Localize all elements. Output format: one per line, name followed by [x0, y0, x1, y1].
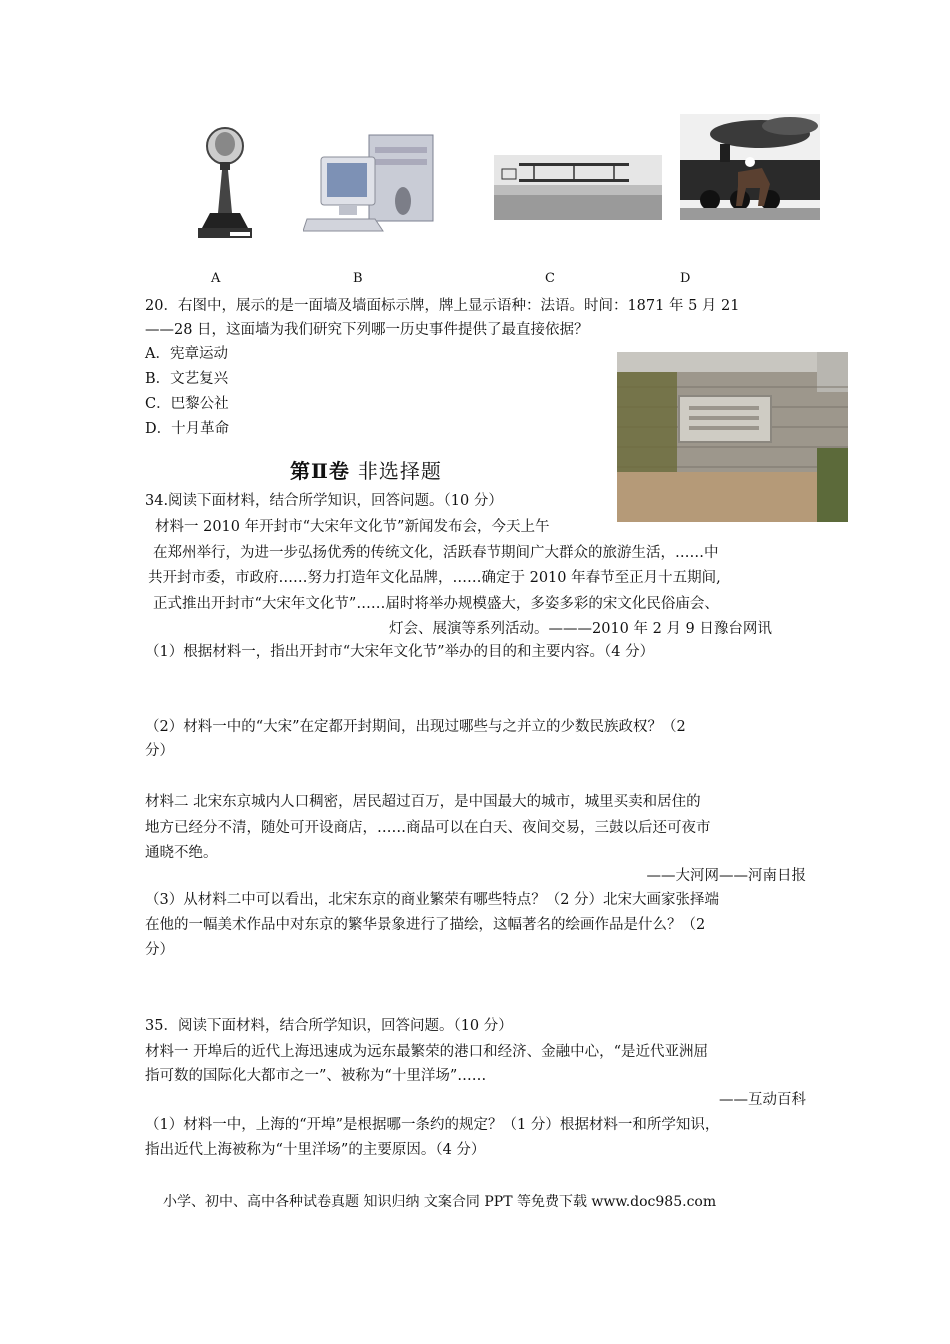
wall-photo: [617, 352, 848, 522]
q34-sub3-line1: （3）从材料二中可以看出，北宋东京的商业繁荣有哪些特点？（2 分）北宋大画家张择端: [145, 892, 720, 908]
q34-sub2-line1: （2）材料一中的“大宋”在定都开封期间，出现过哪些与之并立的少数民族政权？（2: [145, 719, 686, 735]
q34-material2-source: ——大河网——河南日报: [646, 868, 806, 884]
q20-stem-line1: 20．右图中，展示的是一面墙及墙面标示牌，牌上显示语种：法语。时间：1871 年 5 月 21: [145, 298, 740, 314]
q34-material1-line4: 正式推出开封市“大宋年文化节”……届时将举办规模盛大，多姿多彩的宋文化民俗庙会、: [153, 596, 719, 612]
q20-option-c: C．巴黎公社: [145, 396, 229, 412]
q34-material2-line2: 地方已经分不清，随处可开设商店，……商品可以在白天、夜间交易，三鼓以后还可夜市: [145, 820, 711, 836]
section-title-sub: 非选择题: [357, 459, 442, 483]
q35-sub1-line2: 指出近代上海被称为“十里洋场”的主要原因。（4 分）: [145, 1142, 486, 1158]
q34-material2-line3: 通晓不绝。: [145, 845, 218, 861]
q34-sub3-line3: 分）: [145, 942, 174, 958]
q34-material1-line2: 在郑州举行，为进一步弘扬优秀的传统文化，活跃春节期间广大群众的旅游生活，……中: [153, 545, 719, 561]
image-label-d: D: [680, 271, 691, 286]
computer-image: [303, 133, 443, 233]
q35-intro: 35．阅读下面材料，结合所学知识，回答问题。（10 分）: [145, 1018, 513, 1034]
lamp-image: [190, 118, 260, 243]
image-label-b: B: [353, 271, 363, 286]
q34-intro: 34.阅读下面材料，结合所学知识，回答问题。（10 分）: [145, 493, 503, 509]
image-label-a: A: [211, 271, 221, 286]
q20-option-b: B．文艺复兴: [145, 371, 229, 387]
q35-material1-source: ——互动百科: [719, 1092, 806, 1108]
q34-material1-line5: 灯会、展演等系列活动。———2010 年 2 月 9 日豫台网讯: [389, 621, 772, 637]
locomotive-image: [680, 114, 820, 220]
q34-material1-line1: 材料一 2010 年开封市“大宋年文化节”新闻发布会，今天上午: [155, 519, 550, 535]
image-label-c: C: [545, 271, 555, 286]
q34-sub2-line2: 分）: [145, 743, 174, 759]
q35-sub1-line1: （1）材料一中，上海的“开埠”是根据哪一条约的规定？（1 分）根据材料一和所学知识，: [145, 1117, 720, 1133]
section-title-main: 第Ⅱ卷: [290, 459, 350, 483]
q20-stem-line2: ——28 日，这面墙为我们研究下列哪一历史事件提供了最直接依据？: [145, 322, 589, 338]
q20-option-d: D．十月革命: [145, 421, 230, 437]
q34-material2-line1: 材料二 北宋东京城内人口稠密，居民超过百万，是中国最大的城市，城里买卖和居住的: [145, 794, 701, 810]
q20-option-a: A．宪章运动: [145, 346, 228, 362]
q34-sub3-line2: 在他的一幅美术作品中对东京的繁华景象进行了描绘，这幅著名的绘画作品是什么？（2: [145, 917, 706, 933]
q35-material1-line2: 指可数的国际化大都市之一”、被称为“十里洋场”……: [145, 1068, 487, 1084]
page-footer: 小学、初中、高中各种试卷真题 知识归纳 文案合同 PPT 等免费下载 www.doc985.com: [163, 1194, 717, 1210]
q35-material1-line1: 材料一 开埠后的近代上海迅速成为远东最繁荣的港口和经济、金融中心，“是近代亚洲屈: [145, 1044, 709, 1060]
section-title: [290, 455, 442, 484]
q34-material1-line3: 共开封市委，市政府……努力打造年文化品牌，……确定于 2010 年春节至正月十五期间,: [148, 570, 721, 586]
airplane-image: [494, 155, 662, 220]
q34-sub1: （1）根据材料一，指出开封市“大宋年文化节”举办的目的和主要内容。（4 分）: [145, 644, 655, 660]
